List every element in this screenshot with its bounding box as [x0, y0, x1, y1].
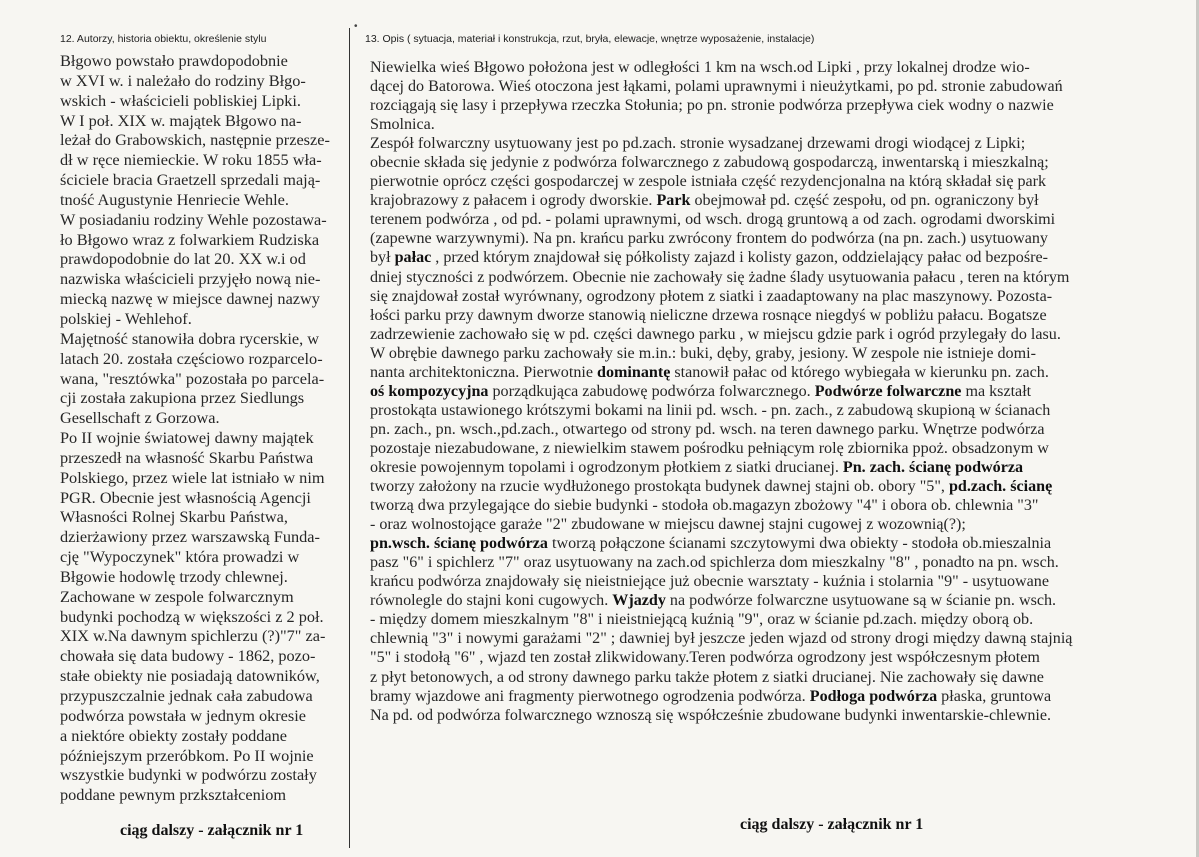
description-text-line — [370, 268, 1160, 287]
description-text-line — [370, 706, 1160, 725]
text-segment: Zespół folwarczny usytuowany jest po pd.zach. stronie wysadzanej drzewami drogi wiodącej z Lipki; — [370, 135, 1026, 153]
history-text-line: ściciele bracia Graetzell sprzedali mają- — [60, 170, 321, 190]
description-text-line — [370, 96, 1160, 115]
description-text-line — [370, 325, 1160, 344]
text-segment: nanta architektoniczna. Pierwotnie — [370, 363, 598, 381]
history-text-line: podwórza powstała w jednym okresie — [60, 705, 306, 725]
history-text-line: Własności Rolnej Skarbu Państwa, — [60, 507, 288, 527]
history-text-line: miecką nazwę w miejsce dawnej nazwy — [60, 289, 320, 309]
history-text-line: Polskiego, przez wiele lat istniało w nim — [60, 467, 325, 487]
text-segment: prostokąta ustawionego krótszymi bokami na linii pd. wsch. - pn. zach., z zabudową skupioną w ścianach — [370, 401, 1051, 419]
history-text-line: leżał do Grabowskich, następnie przesze- — [60, 130, 330, 150]
description-text-line — [370, 210, 1160, 229]
text-segment: W obrębie dawnego parku zachowały sie m.in.: buki, dęby, graby, jesiony. W zespole nie istnieje domi- — [370, 344, 1036, 362]
description-text-line — [370, 115, 1160, 134]
history-text-line: budynki pochodzą w większości z 2 poł. — [60, 606, 324, 626]
history-text-line: przeszedł na własność Skarbu Państwa — [60, 447, 314, 467]
history-column — [60, 51, 350, 805]
text-segment: Smolnica. — [370, 116, 435, 134]
text-segment: - oraz wolnostojące garaże "2" zbudowane w miejscu dawnej stajni cugowej z wozownią(?); — [370, 516, 966, 534]
text-segment: ma kształt — [961, 382, 1032, 400]
text-segment: bramy wjazdowe ani fragmenty pierwotnego ogrodzenia podwórza. — [370, 687, 810, 705]
description-text-line — [370, 515, 1160, 534]
text-segment: tworzy założony na rzucie wydłużonego prostokąta budynek dawnej stajni ob. obory "5", — [370, 478, 949, 496]
history-text-line: w XVI w. i należało do rodziny Błgo- — [60, 70, 306, 90]
history-text-line: Gesellschaft z Gorzowa. — [60, 408, 220, 428]
bold-term: dominantę — [597, 363, 671, 381]
bold-term: oś kompozycyjna — [370, 382, 489, 400]
history-text-line: poddane pewnym przkształceniom — [60, 785, 287, 805]
bold-term: Podwórze folwarczne — [814, 382, 962, 400]
text-segment: tworzą dwa przylegające do siebie budynki - stodoła ob.magazyn zbożowy "4" i obora ob. chlewnia "3" — [370, 497, 1039, 515]
text-segment: - między domem mieszkalnym "8" i nieistniejącą kuźnią "9", oraz w ścianie pd.zach. między oborą ob. — [370, 611, 1034, 629]
history-text-line: PGR. Obecnie jest własnością Agencji — [60, 487, 311, 507]
description-text-line — [370, 363, 1160, 382]
bold-term: Wjazdy — [612, 592, 666, 610]
history-text-line: Zachowane w zespole folwarcznym — [60, 586, 294, 606]
description-text-line — [370, 668, 1160, 687]
history-text-line: prawdopodobnie do lat 20. XX w.i od — [60, 249, 306, 269]
history-text-line: a niektóre obiekty zostały poddane — [60, 725, 287, 745]
history-text-line: nazwiska właścicieli przyjęło nową nie- — [60, 269, 321, 289]
history-text-line: Błgowie hodowlę trzody chlewnej. — [60, 566, 288, 586]
description-text-line — [370, 229, 1160, 248]
stray-mark: • — [354, 21, 358, 32]
description-text-line — [370, 58, 1160, 77]
history-text-line: stałe obiekty nie posiadają datowników, — [60, 666, 320, 686]
history-text-line: dł w ręce niemieckie. W roku 1855 wła- — [60, 150, 322, 170]
history-text-line: Błgowo powstało prawdopodobnie — [60, 51, 288, 70]
history-text-line: Po II wojnie światowej dawny majątek — [60, 428, 314, 448]
history-text-line: wszystkie budynki w podwórzu zostały — [60, 765, 317, 785]
description-text-line — [370, 172, 1160, 191]
text-segment: obejmował pd. część zespołu, od pn. ograniczony był — [690, 192, 1039, 210]
description-text-line — [370, 191, 1160, 210]
text-segment: równolegle do stajni koni cugowych. — [370, 592, 613, 610]
history-text-line: dzierżawiony przez warszawską Funda- — [60, 527, 320, 547]
history-text-line: latach 20. została częściowo rozparcelo- — [60, 348, 323, 368]
text-segment: był — [370, 249, 395, 267]
text-segment: tworzą połączone ścianami szczytowymi dwa obiekty - stodoła ob.mieszalnia — [547, 535, 1052, 553]
description-text-line — [370, 648, 1160, 667]
bold-term: Park — [656, 192, 691, 210]
history-text-line: W I poł. XIX w. majątek Błgowo na- — [60, 110, 302, 130]
description-text-line — [370, 572, 1160, 591]
text-segment: "5" i stodołą "6" , wjazd ten został zlikwidowany.Teren podwórza ogrodzony jest współczesnym płotem — [370, 649, 1040, 667]
history-text-line: tność Augustynie Henriecie Wehle. — [60, 189, 289, 209]
text-segment: Na pd. od podwórza folwarcznego wznoszą się współcześnie zbudowane budynki inwentarskie-chlewnie. — [370, 706, 1052, 724]
history-text-line: wskich - właścicieli pobliskiej Lipki. — [60, 90, 302, 110]
description-text-line — [370, 629, 1160, 648]
text-segment: dącej do Batorowa. Wieś otoczona jest łąkami, polami uprawnymi i nieużytkami, po pd. stronie zabudowań — [370, 78, 1063, 96]
bold-term: pałac — [394, 249, 432, 267]
description-text-line — [370, 420, 1160, 439]
text-segment: płaska, gruntowa — [937, 687, 1052, 705]
right-section-header — [354, 21, 815, 45]
description-text-line — [370, 382, 1160, 401]
text-segment: terenem podwórza , od pd. - polami uprawnymi, od wsch. drogą gruntową a od zach. ogrodami dworskimi — [370, 211, 1056, 229]
history-text-line: przypuszczalnie jednak cała zabudowa — [60, 686, 313, 705]
history-text-line: Majętność stanowiła dobra rycerskie, w — [60, 328, 320, 348]
description-text-line — [370, 591, 1160, 610]
text-segment: krańcu podwórza znajdowały się nieistniejące już obecnie warsztaty - kuźnia i stolarnia "9" - usytuowane — [370, 573, 1049, 591]
history-text-line: ło Błgowo wraz z folwarkiem Rudziska — [60, 229, 320, 249]
description-text-line — [370, 439, 1160, 458]
text-segment: zadrzewienie zachowało się w pd. części dawnego parku , w miejscu gdzie park i ogród przylegały do lasu. — [370, 325, 1061, 343]
text-segment: obecnie składa się jedynie z podwórza folwarcznego z zabudową gospodarczą, inwentarską i mieszkalną; — [370, 154, 1049, 172]
left-continuation-note: ciąg dalszy - załącznik nr 1 — [120, 822, 304, 839]
description-text-line — [370, 344, 1160, 363]
text-segment: rozciągają się lasy i przepływa rzeczka Stołunia; po pn. stronie podwórza przepływa ciek wodny o nazwie — [370, 97, 1054, 115]
text-segment: , przed którym znajdował się półkolisty zajazd i kolisty gazon, oddzielający pałac od bezpośre- — [431, 249, 1048, 267]
text-segment: (zapewne warzywnymi). Na pn. krańcu parku zwrócony frontem do podwórza (na pn. zach.) usytuowany — [370, 230, 1048, 248]
history-text-line: W posiadaniu rodziny Wehle pozostawa- — [60, 209, 327, 229]
text-segment: chlewnią "3" i nowymi garażami "2" ; dawniej był jeszcze jeden wjazd od strony drogi między dawną stajnią — [370, 630, 1073, 648]
description-text-line — [370, 458, 1160, 477]
description-text-line — [370, 687, 1160, 706]
text-segment: pasz "6" i spichlerz "7" oraz usytuowany na zach.od spichlerza dom mieszkalny "8" , ponadto na pn. wsch. — [370, 554, 1059, 572]
text-segment: z płyt betonowych, a od strony dawnego parku także płotem z siatki drucianej. Nie zachowały się dawne — [370, 668, 1044, 686]
right-continuation-note: ciąg dalszy - załącznik nr 1 — [740, 816, 924, 833]
history-text-line: XIX w.Na dawnym spichlerzu (?)"7" za- — [60, 626, 326, 646]
bold-term: Podłoga podwórza — [809, 687, 938, 705]
description-text-line — [370, 248, 1160, 267]
description-text-line — [370, 534, 1160, 553]
history-text-line: późniejszym przeróbkom. Po II wojnie — [60, 745, 314, 765]
description-text-line — [370, 496, 1160, 515]
bold-term: pn.wsch. ścianę podwórza — [370, 535, 548, 553]
text-segment: się znajdował został wyrównany, ogrodzony płotem z siatki i zaadaptowany na plac maszynowy. Pozosta- — [370, 287, 1053, 305]
description-text-line — [370, 306, 1160, 325]
text-segment: porządkująca zabudowę podwórza folwarcznego. — [488, 382, 815, 400]
left-section-header: 12. Autorzy, historia obiektu, określenie stylu — [60, 33, 267, 45]
text-segment: Niewielka wieś Błgowo położona jest w odległości 1 km na wsch.od Lipki , przy lokalnej drodze wio- — [370, 59, 1030, 76]
description-text-line — [370, 553, 1160, 572]
text-segment: pn. zach., pn. wsch.,pd.zach., otwartego od strony pd. wsch. na teren dawnego parku. Wnętrze podwórza — [370, 420, 1045, 438]
description-text-line — [370, 610, 1160, 629]
text-segment: pierwotnie oprócz części gospodarczej w zespole istniała część rezydencjonalna na którą składał się park — [370, 173, 1047, 191]
bold-term: pd.zach. ścianę — [948, 478, 1053, 496]
description-text-line — [370, 153, 1160, 172]
history-text-line: chowała się data budowy - 1862, pozo- — [60, 646, 316, 666]
description-text-line — [370, 287, 1160, 306]
bold-term: Pn. zach. ścianę podwórza — [842, 458, 1024, 476]
right-section-header-text: 13. Opis ( sytuacja, materiał i konstrukcja, rzut, bryła, elewacje, wnętrze wyposażenie, instalacje) — [365, 33, 815, 45]
text-segment: krajobrazowy z pałacem i ogrody dworskie. — [370, 192, 657, 210]
description-text-line — [370, 77, 1160, 96]
description-text-line — [370, 134, 1160, 153]
description-text-line — [370, 477, 1160, 496]
text-segment: na podwórze folwarczne usytuowane są w ścianie pn. wsch. — [665, 592, 1057, 610]
description-text-line — [370, 401, 1160, 420]
text-segment: dniej styczności z podwórzem. Obecnie nie zachowały się żadne ślady usytuowania pałacu , teren na którym — [370, 268, 1070, 286]
text-segment: okresie powojennym topolami i ogrodzonym płotkiem z siatki drucianej. — [370, 458, 843, 476]
text-segment: stanowił pałac od którego wybiegała w kierunku pn. zach. — [670, 363, 1049, 381]
history-text-line: polskiej - Wehlehof. — [60, 308, 192, 328]
description-column — [370, 58, 1160, 725]
text-segment: pozostaje niezabudowane, z niewielkim stawem pośrodku pełniącym rolę zbiornika ppoż. obsadzonym w — [370, 439, 1049, 457]
history-text-line: cji została zakupiona przez Siedlungs — [60, 388, 305, 408]
history-text-line: wana, "resztówka" pozostała po parcela- — [60, 368, 325, 388]
text-segment: łości parku przy dawnym dworze stanowią nieliczne drzewa rosnące niegdyś w pobliżu pałacu. Bogatsze — [370, 306, 1047, 324]
history-text-line: cję "Wypoczynek" która prowadzi w — [60, 547, 300, 567]
